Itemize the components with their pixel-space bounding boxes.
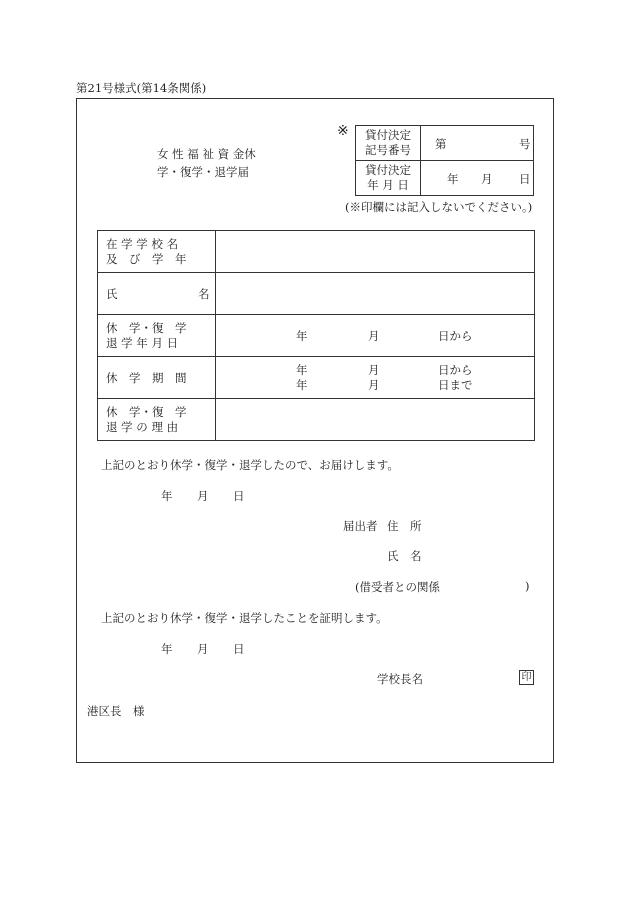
registry-row-date: [356, 161, 534, 196]
row-reason: [98, 399, 535, 441]
kome-mark: ※: [337, 123, 349, 139]
date-field[interactable]: 年 月 日から: [216, 315, 535, 357]
registry-note: (※印欄には記入しないでください。): [345, 200, 533, 214]
row-name: [98, 273, 535, 315]
date1-month: 月: [197, 489, 209, 503]
registry-row-number: [356, 126, 534, 161]
row-period: [98, 357, 535, 399]
date1-year: 年: [161, 489, 173, 503]
name-label: 氏 名: [98, 273, 216, 315]
period-field[interactable]: 年 月 日から 年 月 日まで: [216, 357, 535, 399]
form-frame: [76, 98, 554, 763]
row-date: [98, 315, 535, 357]
registry-date-field[interactable]: 年 月 日: [421, 161, 534, 196]
registry-date-label: 貸付決定 年 月 日: [356, 161, 421, 196]
form-number: 第21号様式(第14条関係): [76, 81, 207, 95]
registry-table: [355, 125, 534, 196]
date1-day: 日: [233, 489, 245, 503]
submitter-label: 届出者: [343, 519, 378, 533]
period-label: 休 学 期 間: [98, 357, 216, 399]
seal-stamp-icon: 印: [519, 670, 534, 685]
date2-year: 年: [161, 642, 173, 656]
relation-close: ): [525, 579, 530, 593]
title-line-2: 学・復学・退学届: [157, 165, 249, 179]
registry-number-label: 貸付決定 記号番号: [356, 126, 421, 161]
reason-field[interactable]: [216, 399, 535, 441]
school-field[interactable]: [216, 231, 535, 273]
addressee: 港区長 様: [87, 704, 145, 718]
title-line-1: 女 性 福 祉 資 金休: [157, 147, 256, 161]
form-title: [157, 145, 256, 181]
relation-label: (借受者との関係: [355, 580, 440, 594]
school-label: 在 学 学 校 名 及 び 学 年: [98, 231, 216, 273]
date2-month: 月: [197, 642, 209, 656]
reason-label: 休 学・復 学 退 学 の 理 由: [98, 399, 216, 441]
submitter-name-label: 氏 名: [387, 549, 422, 563]
statement-certification: 上記のとおり休学・復学・退学したことを証明します。: [101, 611, 388, 625]
name-field[interactable]: [216, 273, 535, 315]
statement-notification: 上記のとおり休学・復学・退学したので、お届けします。: [101, 458, 399, 472]
row-school: [98, 231, 535, 273]
principal-label: 学校長名: [377, 672, 423, 686]
date2-day: 日: [233, 642, 245, 656]
main-table: [97, 230, 535, 441]
submitter-address-label: 住 所: [387, 519, 422, 533]
date-label: 休 学・復 学 退 学 年 月 日: [98, 315, 216, 357]
registry-number-field[interactable]: 第 号: [421, 126, 534, 161]
